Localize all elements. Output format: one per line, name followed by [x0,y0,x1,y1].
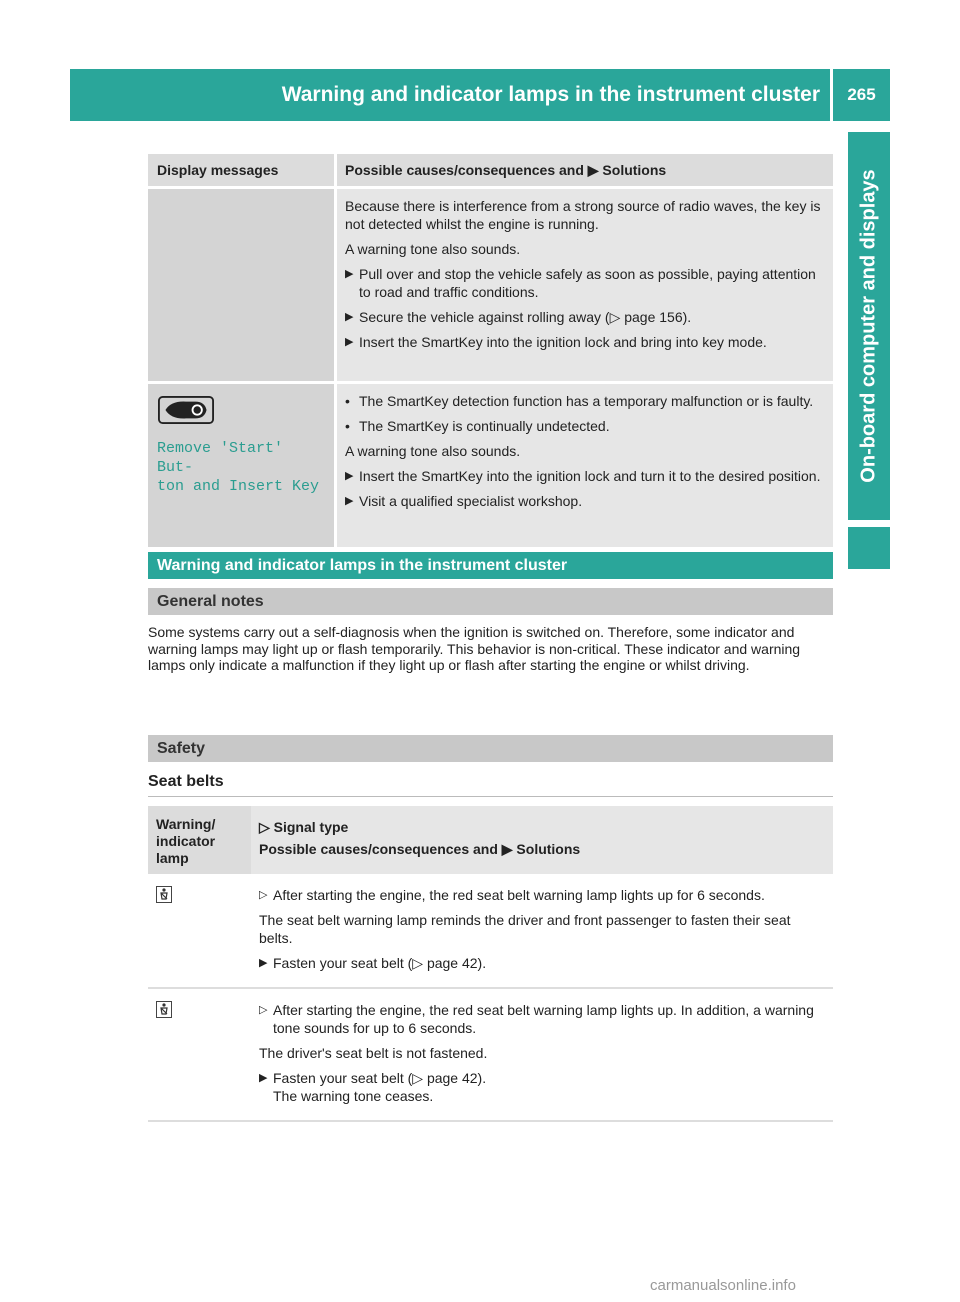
header-title: Warning and indicator lamps in the instrument cluster [281,83,820,106]
smartkey-icon [157,396,215,424]
table-row: Remove 'Start' But‑ ton and Insert Key • The SmartKey detection function has a temporary malfunction or is faulty. • The SmartKey is continually undetected. A warning tone also sounds. ▶ Insert the SmartKey into the ignition lock and turn it to the desired position. ▶ Visit a qualified specialist workshop. [148,384,833,547]
bullet-icon: • [345,418,350,434]
table-row: ▷ After starting the engine, the red seat belt warning lamp lights up for 6 seconds. The seat belt warning lamp reminds the driver and front passenger to fasten their seat belts. ▶ Fasten your seat belt (▷ page 42). [148,874,833,987]
divider [148,987,833,989]
bullet-icon: • [345,393,350,409]
display-message-text: Remove 'Start' But‑ ton and Insert Key [157,440,320,495]
side-tab-label: On-board computer and displays [857,169,880,483]
col-header-lamp: Warning/ indicator lamp [148,806,251,874]
seat-belt-icon [156,886,172,903]
table-row: ▷ After starting the engine, the red seat belt warning lamp lights up. In addition, a warning tone sounds for up to 6 seconds. The driver's seat belt is not fastened. ▶ Fasten your seat belt (▷ page 42). The warning tone ceases. [148,989,833,1120]
arrow-icon: ▶ [345,311,354,323]
arrow-icon: ▶ [345,495,354,507]
col-header-causes: Possible causes/consequences and ▶ Solutions [337,154,833,186]
seat-belt-icon [156,1001,172,1018]
seat-belts-title: Seat belts [148,773,224,790]
watermark: carmanualsonline.info [650,1277,796,1294]
side-tab [848,132,890,520]
col-header-display-messages: Display messages [148,154,334,186]
display-messages-table [148,154,833,547]
seat-belt-table [148,806,833,1122]
arrow-icon: ▶ [345,336,354,348]
arrow-icon: ▶ [259,957,268,969]
signal-type-icon: ▷ [259,1004,268,1016]
col-header-signal-type: Signal type [273,819,349,835]
divider [148,1120,833,1122]
safety-title: Safety [148,735,833,762]
col-header-causes: Possible causes/consequences and ▶ Solutions [259,841,581,857]
signal-type-icon: ▷ [259,889,268,901]
divider [148,796,833,797]
page-number: 265 [833,69,890,121]
general-notes-title: General notes [148,588,833,615]
signal-type-icon: ▷ [259,819,274,835]
arrow-icon: ▶ [345,268,354,280]
arrow-icon: ▶ [345,470,354,482]
table-row: Because there is interference from a strong source of radio waves, the key is not detected whilst the engine is running. A warning tone also sounds. ▶ Pull over and stop the vehicle safely as soon as possible, paying attention to road and traffic conditions. ▶ Secure the vehicle against rolling away (▷ page 156). ▶ Insert the SmartKey into the ignition lock and bring into key mode. [148,189,833,381]
page-header [70,69,830,121]
side-block [848,527,890,569]
section-title: Warning and indicator lamps in the instrument cluster [148,552,833,579]
general-notes-text: Some systems carry out a self-diagnosis when the ignition is switched on. Therefore, some indicator and warning lamps may light up or flash temporarily. This behavior is non-critical. These indicator and warning lamps only indicate a malfunction if they light up or flash after starting the engine or whilst driving. [148,624,801,673]
arrow-icon: ▶ [259,1072,268,1084]
